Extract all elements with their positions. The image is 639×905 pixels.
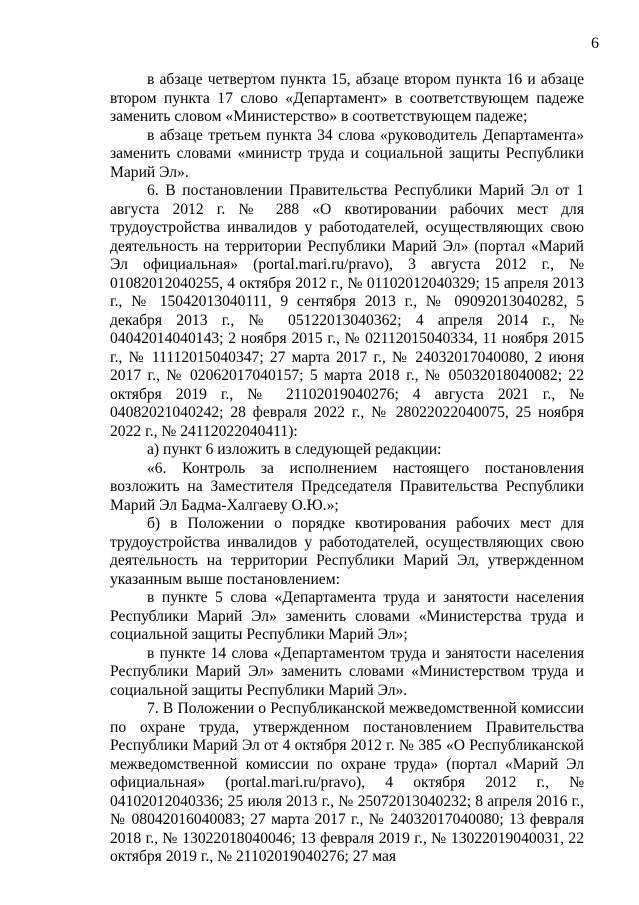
paragraph-replace-word-departament: в абзаце четвертом пункта 15, абзаце втором пункта 16 и абзаце втором пункта 17 слово «Департамент» в соответствующем падеже заменить словом «Министерство» в соответствующем падеже; [110, 71, 584, 125]
paragraph-section-6: 6. В постановлении Правительства Республики Марий Эл от 1 августа 2012 г. № 288 «О квотировании рабочих мест для трудоустройства инвалидов у работодателей, осуществляющих свою деятельность на территории Республики Марий Эл» (портал «Марий Эл официальная» (portal.mari.ru/pravo), 3 августа 2012 г., № 01082012040255, 4 октября 2012 г., № 01102012040329; 15 апреля 2013 г., № 15042013040111, 9 сентября 2013 г., № 09092013040282, 5 декабря 2013 г., № 05122013040362; 4 апреля 2014 г., № 04042014040143; 2 ноября 2015 г., № 02112015040334, 11 ноября 2015 г., № 11112015040347; 27 марта 2017 г., № 24032017040080, 2 июня 2017 г., № 02062017040157; 5 марта 2018 г., № 05032018040082; 22 октября 2019 г., № 21102019040276; 4 августа 2021 г., № 04082021040242; 28 февраля 2022 г., № 28022022040075, 25 ноября 2022 г., № 24112022040411): [110, 182, 584, 440]
document-body [110, 71, 584, 867]
page-number: 6 [591, 35, 599, 52]
paragraph-section-7: 7. В Положении о Республиканской межведомственной комиссии по охране труда, утвержденном постановлением Правительства Республики Марий Эл от 4 октября 2012 г. № 385 «О Республиканской межведомственной комиссии по охране труда» (портал «Марий Эл официальная» (portal.mari.ru/pravo), 4 октября 2012 г., № 04102012040336; 25 июля 2013 г., № 25072013040232; 8 апреля 2016 г., № 08042016040083; 27 марта 2017 г., № 24032017040080; 13 февраля 2018 г., № 13022018040046; 13 февраля 2019 г., № 13022019040031, 22 октября 2019 г., № 21102019040276; 27 мая [110, 700, 584, 865]
paragraph-item-14: в пункте 14 слова «Департаментом труда и занятости населения Республики Марий Эл» заменить словами «Министерством труда и социальной защиты Республики Марий Эл». [110, 644, 584, 699]
paragraph-item-5: в пункте 5 слова «Департамента труда и занятости населения Республики Марий Эл» заменить словами «Министерства труда и социальной защиты Республики Марий Эл»; [110, 589, 584, 643]
paragraph-subitem-a: а) пункт 6 изложить в следующей редакции: [147, 441, 442, 458]
paragraph-new-item-6: «6. Контроль за исполнением настоящего постановления возложить на Заместителя Председателя Правительства Республики Марий Эл Бадма-Халгаеву О.Ю.»; [110, 459, 584, 514]
paragraph-subitem-b: б) в Положении о порядке квотирования рабочих мест для трудоустройства инвалидов у работодателей, осуществляющих свою деятельность на территории Республики Марий Эл, утвержденном указанным выше постановлением: [110, 515, 584, 588]
paragraph-item-34: в абзаце третьем пункта 34 слова «руководитель Департамента» заменить словами «министр труда и социальной защиты Республики Марий Эл». [110, 126, 584, 181]
